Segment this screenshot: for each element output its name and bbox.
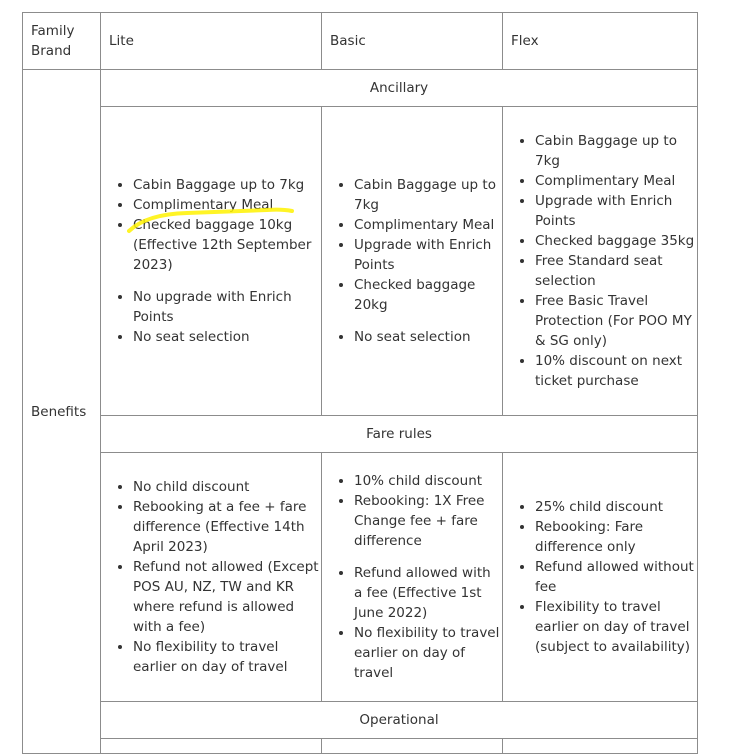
ancillary-basic-list-2	[322, 327, 502, 347]
fare-rules-basic-list-2	[322, 563, 502, 683]
header-family-brand: Family Brand	[23, 13, 101, 70]
ancillary-lite-cell	[101, 107, 322, 416]
list-item: • Refund allowed without fee	[535, 557, 697, 597]
list-item: • Checked baggage 20kg	[354, 275, 502, 315]
ancillary-flex-list-1	[503, 131, 697, 391]
ancillary-row	[23, 107, 698, 416]
list-item: • Flexibility to travel earlier on day of travel (subject to availability)	[535, 597, 697, 657]
list-item: • Complimentary Meal	[535, 171, 697, 191]
list-item: • Cabin Baggage up to 7kg	[133, 175, 321, 195]
section-row-ancillary	[23, 70, 698, 107]
header-basic: Basic	[322, 13, 503, 70]
list-item: • No seat selection	[354, 327, 502, 347]
fare-rules-flex-cell	[503, 453, 698, 702]
ancillary-basic-list-1	[322, 175, 502, 315]
operational-flex-cell	[503, 739, 698, 754]
list-item: • No flexibility to travel earlier on day of travel	[354, 623, 502, 683]
list-item: • 10% discount on next ticket purchase	[535, 351, 697, 391]
fare-family-table	[22, 12, 698, 754]
list-item: • Checked baggage 35kg	[535, 231, 697, 251]
ancillary-flex-cell	[503, 107, 698, 416]
section-row-operational	[23, 702, 698, 739]
section-ancillary: Ancillary	[101, 70, 698, 107]
ancillary-basic-cell	[322, 107, 503, 416]
header-row	[23, 13, 698, 70]
list-item: • 25% child discount	[535, 497, 697, 517]
fare-rules-basic-cell	[322, 453, 503, 702]
ancillary-lite-list-1	[101, 175, 321, 275]
list-item: • Cabin Baggage up to 7kg	[535, 131, 697, 171]
operational-row	[23, 739, 698, 754]
fare-rules-basic-list-1	[322, 471, 502, 551]
section-row-fare-rules	[23, 416, 698, 453]
list-item: • Complimentary Meal	[133, 195, 321, 215]
benefits-label: Benefits	[23, 70, 101, 754]
operational-lite-cell	[101, 739, 322, 754]
fare-rules-flex-list-1	[503, 497, 697, 657]
list-item: • Free Standard seat selection	[535, 251, 697, 291]
fare-rules-lite-cell	[101, 453, 322, 702]
list-item: • Complimentary Meal	[354, 215, 502, 235]
header-flex: Flex	[503, 13, 698, 70]
fare-rules-lite-list-1	[101, 477, 321, 677]
list-item: • Cabin Baggage up to 7kg	[354, 175, 502, 215]
list-item: • Rebooking at a fee + fare difference (Effective 14th April 2023)	[133, 497, 321, 557]
list-item: • No child discount	[133, 477, 321, 497]
list-item: • Refund not allowed (Except POS AU, NZ, TW and KR where refund is allowed with a fee)	[133, 557, 321, 637]
list-item: • Upgrade with Enrich Points	[535, 191, 697, 231]
ancillary-lite-list-2	[101, 287, 321, 347]
list-item: • No upgrade with Enrich Points	[133, 287, 321, 327]
header-lite: Lite	[101, 13, 322, 70]
list-item: • Rebooking: 1X Free Change fee + fare difference	[354, 491, 502, 551]
fare-rules-row	[23, 453, 698, 702]
list-item: • Free Basic Travel Protection (For POO MY & SG only)	[535, 291, 697, 351]
list-item: • No seat selection	[133, 327, 321, 347]
operational-basic-cell	[322, 739, 503, 754]
list-item: • No flexibility to travel earlier on day of travel	[133, 637, 321, 677]
section-operational: Operational	[101, 702, 698, 739]
list-item: • Refund allowed with a fee (Effective 1st June 2022)	[354, 563, 502, 623]
section-fare-rules: Fare rules	[101, 416, 698, 453]
list-item: • 10% child discount	[354, 471, 502, 491]
list-item: • Rebooking: Fare difference only	[535, 517, 697, 557]
list-item: • Checked baggage 10kg (Effective 12th September 2023)	[133, 215, 321, 275]
list-item: • Upgrade with Enrich Points	[354, 235, 502, 275]
